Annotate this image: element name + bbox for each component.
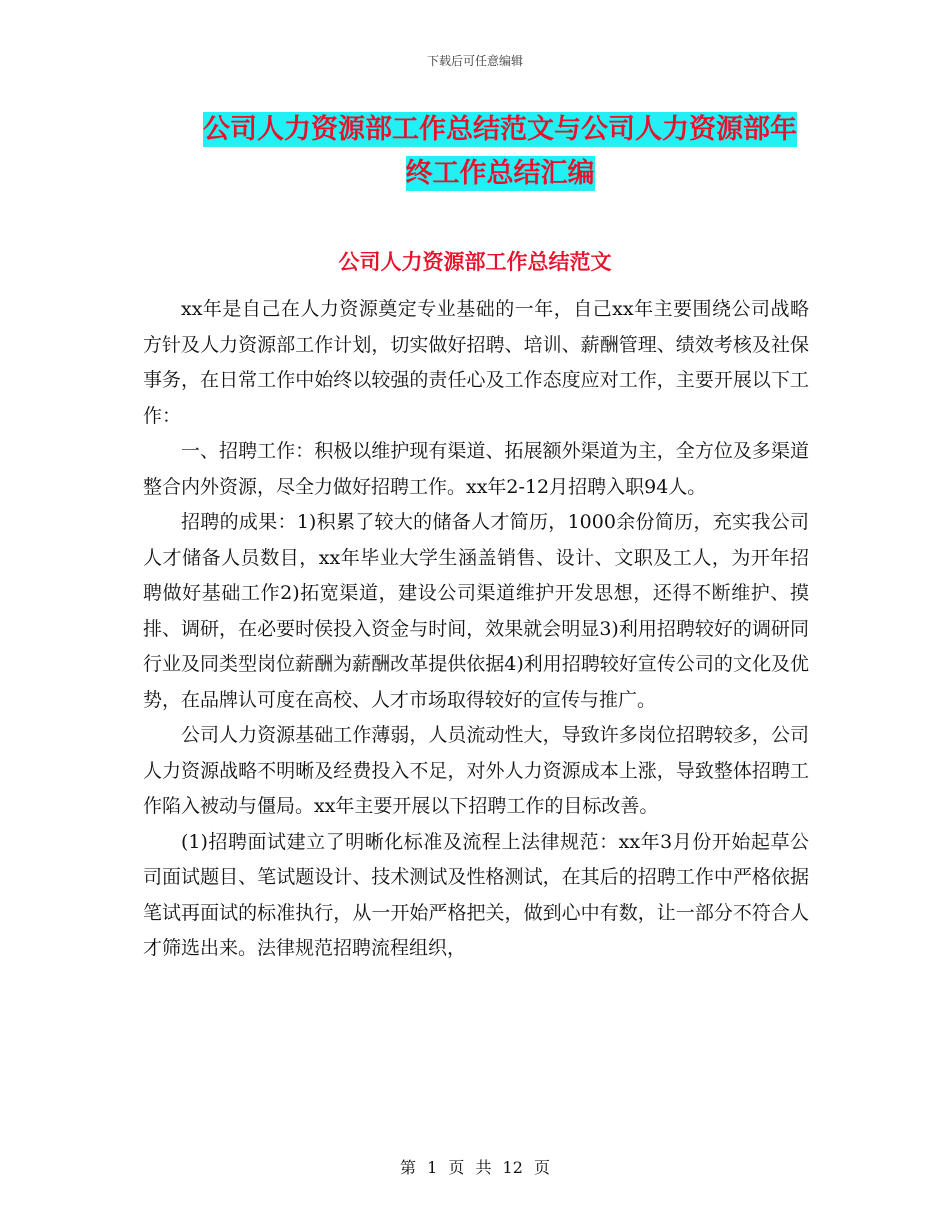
- document-title-text: 公司人力资源部工作总结范文与公司人力资源部年终工作总结汇编: [203, 114, 797, 189]
- page-number-footer: 第 1 页 共 12 页: [400, 1158, 550, 1177]
- header-note: 下载后可任意编辑: [426, 54, 523, 68]
- paragraph: 招聘的成果：1)积累了较大的储备人才简历，1000余份简历，充实我公司人才储备人员数目，xx年毕业大学生涵盖销售、设计、文职及工人，为开年招聘做好基础工作2)拓宽渠道，建设公司渠道维护开发思想，还得不断维护、摸排、调研，在必要时侯投入资金与时间，效果就会明显3)利用招聘较好的调研同行业及同类型岗位薪酬为薪酬改革提供依据4)利用招聘较好宣传公司的文化及优势，在品牌认可度在高校、人才市场取得较好的宣传与推广。: [143, 511, 809, 711]
- paragraph: xx年是自己在人力资源奠定专业基础的一年，自己xx年主要围绕公司战略方针及人力资源部工作计划，切实做好招聘、培训、薪酬管理、绩效考核及社保事务，在日常工作中始终以较强的责任心及工作态度应对工作，主要开展以下工作：: [143, 298, 809, 427]
- document-body: [143, 292, 809, 967]
- paragraph: (1)招聘面试建立了明晰化标准及流程上法律规范：xx年3月份开始起草公司面试题目、笔试题设计、技术测试及性格测试，在其后的招聘工作中严格依据笔试再面试的标准执行，从一开始严格把关，做到心中有数，让一部分不符合人才筛选出来。法律规范招聘流程组织，: [143, 830, 809, 959]
- document-title: [190, 108, 810, 196]
- paragraph: 一、招聘工作：积极以维护现有渠道、拓展额外渠道为主，全方位及多渠道整合内外资源，尽全力做好招聘工作。xx年2-12月招聘入职94人。: [143, 440, 809, 498]
- paragraph: 公司人力资源基础工作薄弱，人员流动性大，导致许多岗位招聘较多，公司人力资源战略不明晰及经费投入不足，对外人力资源成本上涨，导致整体招聘工作陷入被动与僵局。xx年主要开展以下招聘工作的目标改善。: [143, 724, 809, 817]
- section-title: 公司人力资源部工作总结范文: [338, 250, 612, 274]
